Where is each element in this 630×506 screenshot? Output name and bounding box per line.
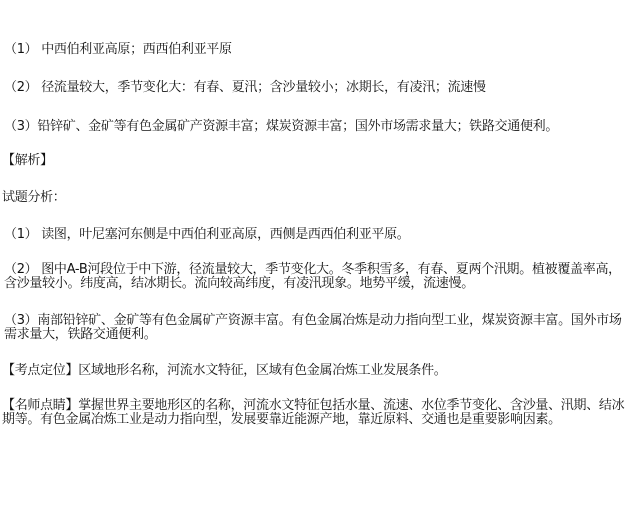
mingshi-section: 【名师点睛】掌握世界主要地形区的名称，河流水文特征包括水量、流速、水位季节变化、含沙量、汛期、结冰期等。有色金属冶炼工业是动力指向型，发展要靠近能源产地，靠近原料、交通也是重要影响因素。: [2, 398, 625, 427]
answer-1: （1） 中西伯利亚高原；西西伯利亚平原: [4, 42, 232, 57]
answer-3: （3）铅锌矿、金矿等有色金属矿产资源丰富；煤炭资源丰富；国外市场需求量大；铁路交通便利。: [4, 119, 559, 134]
analysis-2: （2） 图中A-B河段位于中下游，径流量较大，季节变化大。冬季积雪多，有春、夏两个汛期。植被覆盖率高，含沙量较小。纬度高，结冰期长。流向较高纬度，有凌汛现象。地势平缓，流速慢。: [4, 262, 621, 291]
analysis-intro: 试题分析：: [2, 190, 66, 205]
kaodian-section: 【考点定位】区域地形名称，河流水文特征，区域有色金属冶炼工业发展条件。: [2, 363, 447, 378]
analysis-heading: 【解析】: [2, 153, 53, 168]
answer-2: （2） 径流量较大，季节变化大：有春、夏汛；含沙量较小；冰期长，有凌汛；流速慢: [4, 80, 486, 95]
analysis-1: （1） 读图，叶尼塞河东侧是中西伯利亚高原，西侧是西西伯利亚平原。: [4, 227, 410, 242]
analysis-3: （3）南部铅锌矿、金矿等有色金属矿产资源丰富。有色金属冶炼是动力指向型工业，煤炭资源丰富。国外市场需求量大，铁路交通便利。: [4, 313, 622, 342]
